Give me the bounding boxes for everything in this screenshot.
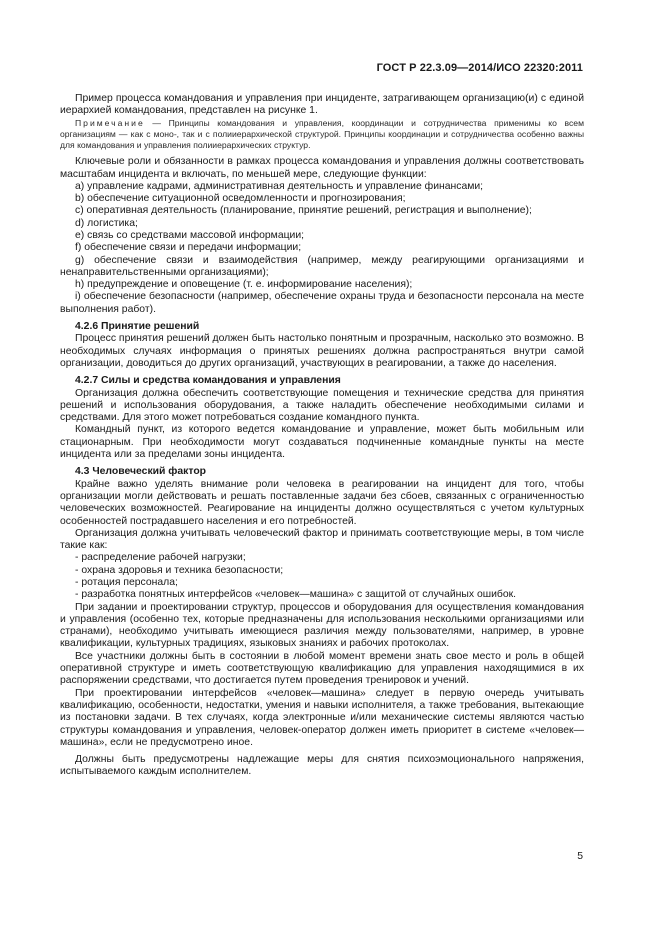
list-item: g) обеспечение связи и взаимодействия (например, между реагирующими организациями и ненаправительственными организациями); bbox=[60, 254, 584, 278]
intro-paragraph: Пример процесса командования и управления при инциденте, затрагивающем организацию(и) с единой иерархией командования, представлен на рисунке 1. bbox=[60, 93, 584, 117]
list-item: - распределение рабочей нагрузки; bbox=[75, 552, 246, 564]
section-heading: 4.2.7 Силы и средства командования и управления bbox=[75, 375, 341, 387]
section-paragraph: При задании и проектировании структур, процессов и оборудования для осуществления командования и управления (особенно тех, которые предназначены для использования несколькими организациями или странами), необходимо учитывать имеющиеся различия между пользователями, например, в уровне квалификации, культурных традициях, языковых знаниях и рабочих протоколах. bbox=[60, 601, 584, 650]
section-paragraph: Организация должна учитывать человеческий фактор и принимать соответствующие меры, в том числе такие как: bbox=[60, 527, 584, 552]
list-item: i) обеспечение безопасности (например, обеспечение охраны труда и безопасности персонала на месте выполнения работ). bbox=[60, 291, 584, 315]
list-item: h) предупреждение и оповещение (т. е. информирование населения); bbox=[75, 279, 413, 291]
note-lead: Примечание bbox=[75, 117, 145, 128]
section-paragraph: Должны быть предусмотрены надлежащие меры для снятия психоэмоционального напряжения, испытываемого каждым исполнителем. bbox=[60, 754, 584, 778]
note-paragraph bbox=[60, 118, 584, 152]
section-paragraph: Все участники должны быть в состоянии в любой момент времени знать свое место и роль в общей оперативной структуре и иметь соответствующую квалификацию для управления находящимися в их распоряжении средствами, что достигается путем проведения тренировок и учений. bbox=[60, 650, 584, 687]
list-item: d) логистика; bbox=[75, 217, 138, 229]
list-item: a) управление кадрами, административная деятельность и управление финансами; bbox=[75, 180, 484, 192]
list-item: - охрана здоровья и техника безопасности; bbox=[75, 564, 284, 576]
section-heading: 4.2.6 Принятие решений bbox=[75, 321, 200, 333]
section-paragraph: Крайне важно уделять внимание роли человека в реагировании на инцидент для того, чтобы организации могли действовать и решать поставленные задачи без сбоев, связанных с ограниченностью человеческих возможностей. Реагирование на инциденты должно осуществляться с учетом культурных особенностей пострадавшего населения и его потребностей. bbox=[60, 478, 584, 527]
list-item: b) обеспечение ситуационной осведомленности и прогнозирования; bbox=[75, 193, 406, 205]
section-paragraph: Организация должна обеспечить соответствующие помещения и технические средства для принятия решений и использования оборудования, а также наладить обеспечение необходимыми силами и средствами. Для этого может потребоваться создание командного пункта. bbox=[60, 387, 584, 424]
list-item: - ротация персонала; bbox=[75, 577, 178, 588]
list-item: - разработка понятных интерфейсов «человек—машина» с защитой от случайных ошибок. bbox=[75, 589, 517, 601]
note-text: — Принципы командования и управления, координации и сотрудничества применимы ко всем организациям — как с моно-, так и с полииерархической структурой. Принципы координации и сотрудничества особенно важны для командования и управления полииерархических структур. bbox=[60, 117, 584, 150]
section-paragraph: Процесс принятия решений должен быть настолько понятным и прозрачным, насколько это возможно. В необходимых случаях информация о принятых решениях должна распространяться внутри самой организации, доводиться до других организаций, участвующих в реагировании, а также до населения. bbox=[60, 333, 584, 369]
list-item: e) связь со средствами массовой информации; bbox=[75, 229, 305, 241]
list-item: f) обеспечение связи и передачи информации; bbox=[75, 242, 302, 254]
section-paragraph: При проектировании интерфейсов «человек—машина» следует в первую очередь учитывать квалификацию, особенности, недостатки, умения и навыки исполнителя, а также требования, вытекающие из постановки задачи. В тех случаях, когда электронные и/или механические системы являются частью структуры командования и управления, человек-оператор должен иметь приоритет в системе «человек—машина», если не предусмотрено иное. bbox=[60, 687, 584, 748]
page-body bbox=[60, 93, 584, 779]
page-number: 5 bbox=[577, 851, 583, 862]
standard-code-header: ГОСТ Р 22.3.09—2014/ИСО 22320:2011 bbox=[376, 62, 583, 74]
section-paragraph: Командный пункт, из которого ведется командование и управление, может быть мобильным или стационарным. При необходимости могут создаваться подчиненные командные пункты на месте инцидента или за пределами зоны инцидента. bbox=[60, 424, 584, 461]
list-item: c) оперативная деятельность (планирование, принятие решений, регистрация и выполнение); bbox=[75, 205, 532, 217]
roles-paragraph: Ключевые роли и обязанности в рамках процесса командования и управления должны соответствовать масштабам инцидента и включать, по меньшей мере, следующие функции: bbox=[60, 156, 584, 180]
section-heading: 4.3 Человеческий фактор bbox=[75, 466, 207, 478]
